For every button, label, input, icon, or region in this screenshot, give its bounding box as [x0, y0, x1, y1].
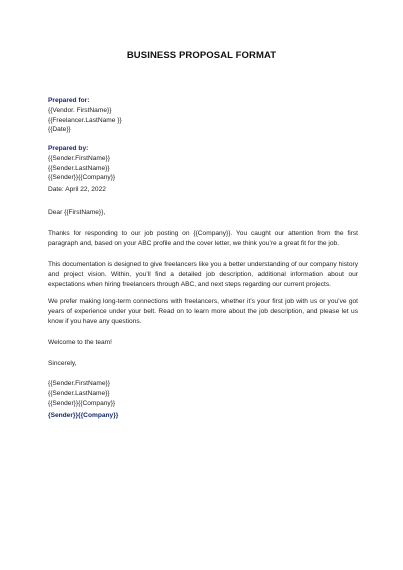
prepared-for-line-2: {{Freelancer.LastName }} [48, 116, 122, 124]
paragraph-2 [48, 260, 358, 289]
date-section [48, 185, 358, 195]
paragraph-3-text: We prefer making long-term connections with freelancers, whether it’s your first job with us or you’ve got years of experience under your belt. Read on to learn more about the job description, and please let us know if you have any questions. [48, 298, 358, 325]
paragraph-3 [48, 297, 358, 326]
signature-bold: {Sender}}{{Company}} [48, 412, 119, 419]
paragraph-2-text: This documentation is designed to give freelancers like you a better understanding of our company history and project vision. Within, you’ll find a detailed job description, additional information about our expectations when hiring freelancers through ABC, and next steps regarding our current projects. [48, 261, 358, 288]
closing-text: Sincerely, [48, 360, 77, 367]
prepared-by-line-2: {{Sender.LastName}} [48, 164, 110, 172]
welcome-text: Welcome to the team! [48, 339, 113, 346]
prepared-for-line-3: {{Date}} [48, 126, 71, 134]
paragraph-1 [48, 229, 358, 249]
signature-section [48, 379, 358, 408]
salutation-section [48, 208, 358, 218]
signature-line-1: {{Sender.FirstName}} [48, 380, 110, 387]
signature-line-2: {{Sender.LastName}} [48, 389, 110, 397]
prepared-by-line-3: {{Sender}}{{Company}} [48, 174, 116, 182]
closing-section [48, 359, 358, 369]
salutation: Dear {{FirstName}}, [48, 209, 106, 216]
prepared-by-section [48, 144, 358, 183]
signature-line-3: {{Sender}}{{Company}} [48, 399, 116, 407]
signature-bold-section [48, 411, 358, 421]
welcome-section [48, 338, 358, 348]
prepared-by-line-1: {{Sender.FirstName}} [48, 154, 110, 162]
document-title: BUSINESS PROPOSAL FORMAT [126, 50, 277, 61]
prepared-by-label: Prepared by: [48, 145, 89, 152]
prepared-for-line-1: {{Vendor. FirstName}} [48, 106, 112, 114]
prepared-for-label: Prepared for: [48, 97, 90, 104]
paragraph-1-text: Thanks for responding to our job posting on {{Company}}. You caught our attention from the first paragraph and, based on your ABC profile and the cover letter, we think you’re a great fit for the job. [48, 230, 358, 247]
date-line: Date: April 22, 2022 [48, 186, 106, 193]
prepared-for-section [48, 96, 358, 135]
